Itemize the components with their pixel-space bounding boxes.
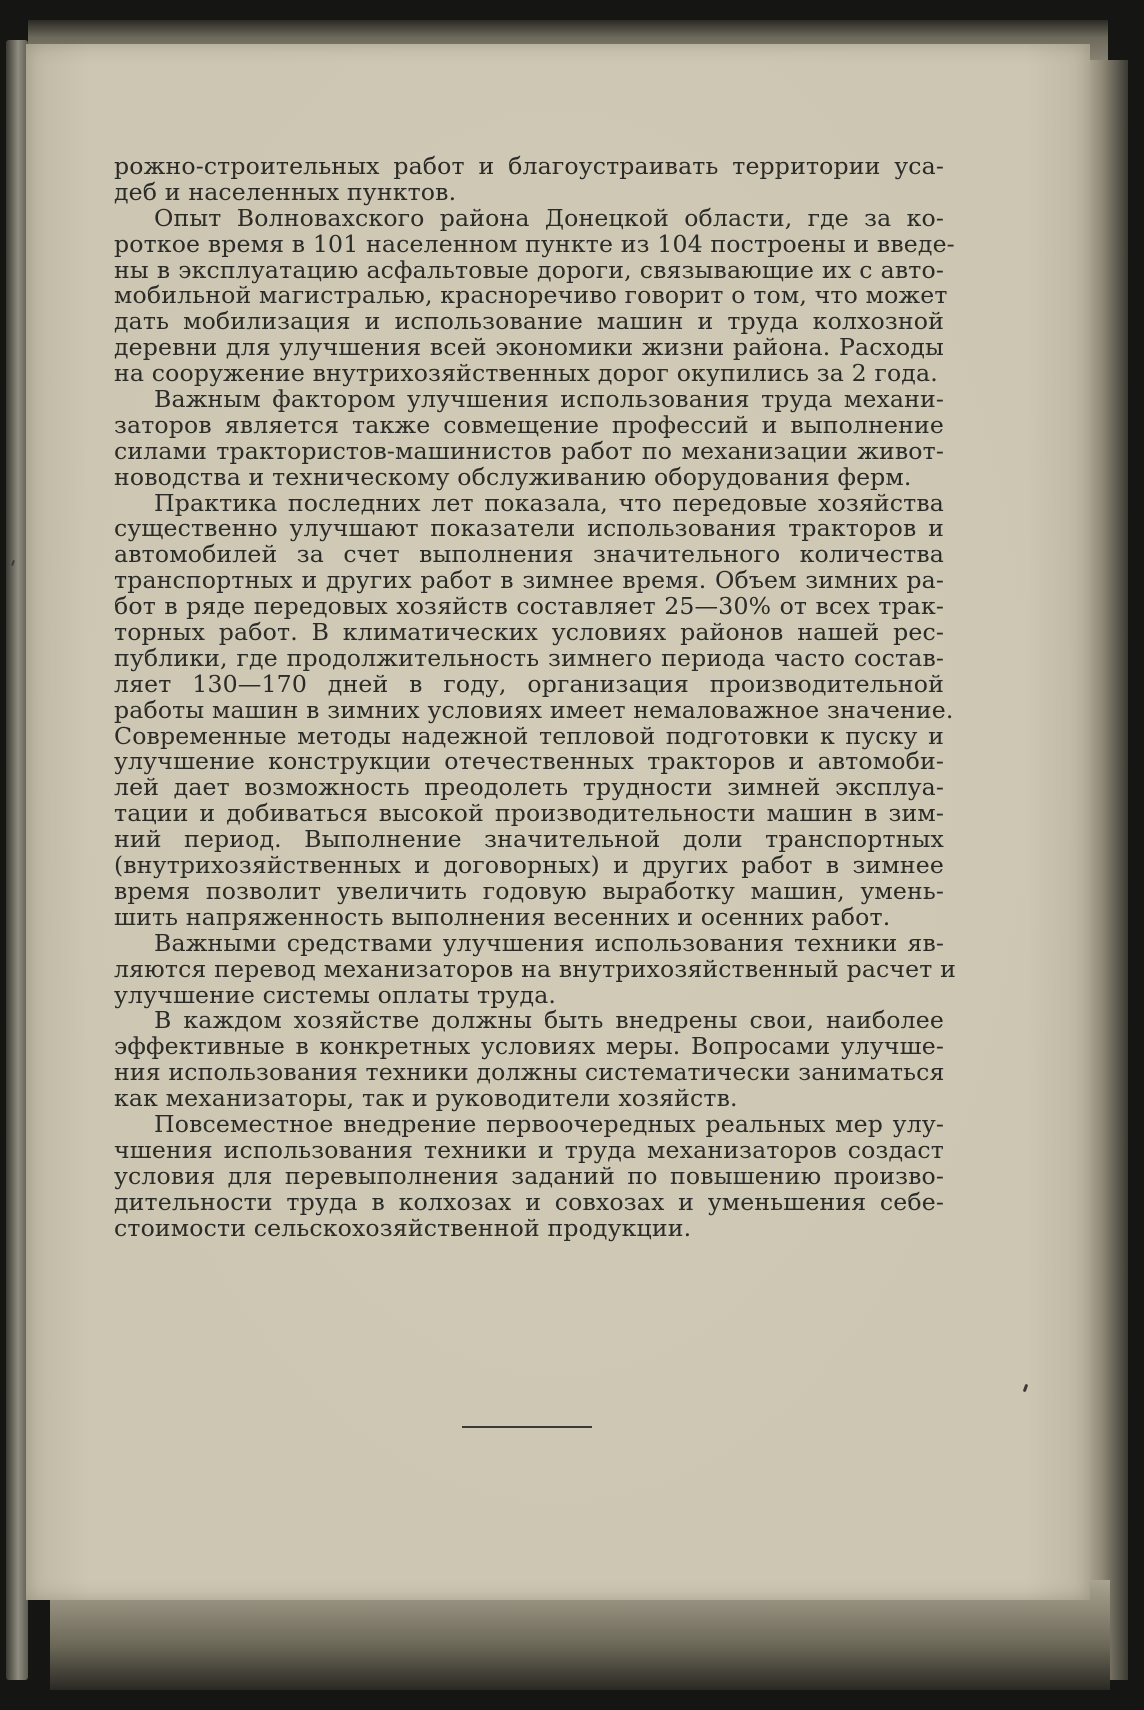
text-line: роткое время в 101 населенном пункте из 104 построены и введе- <box>114 229 955 258</box>
text-line: автомобилей за счет выполнения значительного количества <box>114 540 944 569</box>
text-line: стоимости сельскохозяйственной продукции. <box>114 1213 692 1242</box>
text-line: эффективные в конкретных условиях меры. Вопросами улучше- <box>114 1032 944 1061</box>
text-line: тации и добиваться высокой производительности машин в зим- <box>114 799 944 828</box>
text-line: силами трактористов-машинистов работ по механизации живот- <box>114 436 944 465</box>
text-line: Повсеместное внедрение первоочередных реальных мер улу- <box>154 1109 944 1138</box>
text-line: дительности труда в колхозах и совхозах и уменьшения себе- <box>114 1187 944 1216</box>
page-text <box>114 152 956 1242</box>
text-line: ляет 130—170 дней в году, организация производительной <box>114 669 944 698</box>
text-line: дать мобилизация и использование машин и труда колхозной <box>114 307 944 336</box>
text-line: ний период. Выполнение значительной доли транспортных <box>114 825 944 854</box>
text-line: В каждом хозяйстве должны быть внедрены свои, наиболее <box>154 1006 944 1035</box>
text-line: заторов является также совмещение профессий и выполнение <box>114 410 944 439</box>
text-line: Практика последних лет показала, что передовые хозяйства <box>154 488 944 517</box>
text-line: Важным фактором улучшения использования труда механи- <box>154 385 944 414</box>
text-line: как механизаторы, так и руководители хозяйств. <box>114 1084 738 1113</box>
text-line: транспортных и других работ в зимнее время. Объем зимних ра- <box>114 566 944 595</box>
text-line: Важными средствами улучшения использования техники яв- <box>154 928 944 957</box>
text-line: работы машин в зимних условиях имеет немаловажное значение. <box>114 695 954 724</box>
text-line: ния использования техники должны систематически заниматься <box>114 1058 945 1087</box>
text-line: на сооружение внутрихозяйственных дорог окупились за 2 года. <box>114 359 938 388</box>
text-line: Современные методы надежной тепловой подготовки к пуску и <box>114 721 944 750</box>
book-spine-left-edge <box>6 40 28 1680</box>
text-line: бот в ряде передовых хозяйств составляет 25—30% от всех трак- <box>114 592 944 621</box>
text-line: новодства и техническому обслуживанию оборудования ферм. <box>114 462 912 491</box>
text-line: публики, где продолжительность зимнего периода часто состав- <box>114 643 944 672</box>
text-line: мобильной магистралью, красноречиво говорит о том, что может <box>114 281 948 310</box>
text-line: ны в эксплуатацию асфальтовые дороги, связывающие их с авто- <box>114 255 944 284</box>
text-line: улучшение системы оплаты труда. <box>114 980 557 1009</box>
text-line: ляются перевод механизаторов на внутрихозяйственный расчет и <box>114 954 956 983</box>
end-divider-rule <box>462 1426 592 1428</box>
text-line: время позволит увеличить годовую выработку машин, умень- <box>114 876 944 905</box>
text-line: рожно-строительных работ и благоустраивать территории уса- <box>114 152 944 180</box>
text-line: торных работ. В климатических условиях районов нашей рес- <box>114 618 944 647</box>
text-line: Опыт Волновахского района Донецкой области, где за ко- <box>154 203 944 232</box>
text-line: деревни для улучшения всей экономики жизни района. Расходы <box>114 333 944 362</box>
text-line: улучшение конструкции отечественных тракторов и автомоби- <box>114 747 944 776</box>
text-line: чшения использования техники и труда механизаторов создаст <box>114 1135 944 1164</box>
text-line: существенно улучшают показатели использования тракторов и <box>114 514 944 543</box>
text-line: лей дает возможность преодолеть трудности зимней эксплуа- <box>114 773 944 802</box>
text-line: шить напряженность выполнения весенних и осенних работ. <box>114 902 891 931</box>
text-line: деб и населенных пунктов. <box>114 177 457 206</box>
text-line: (внутрихозяйственных и договорных) и других работ в зимнее <box>114 851 944 880</box>
text-line: условия для перевыполнения заданий по повышению произво- <box>114 1161 944 1190</box>
